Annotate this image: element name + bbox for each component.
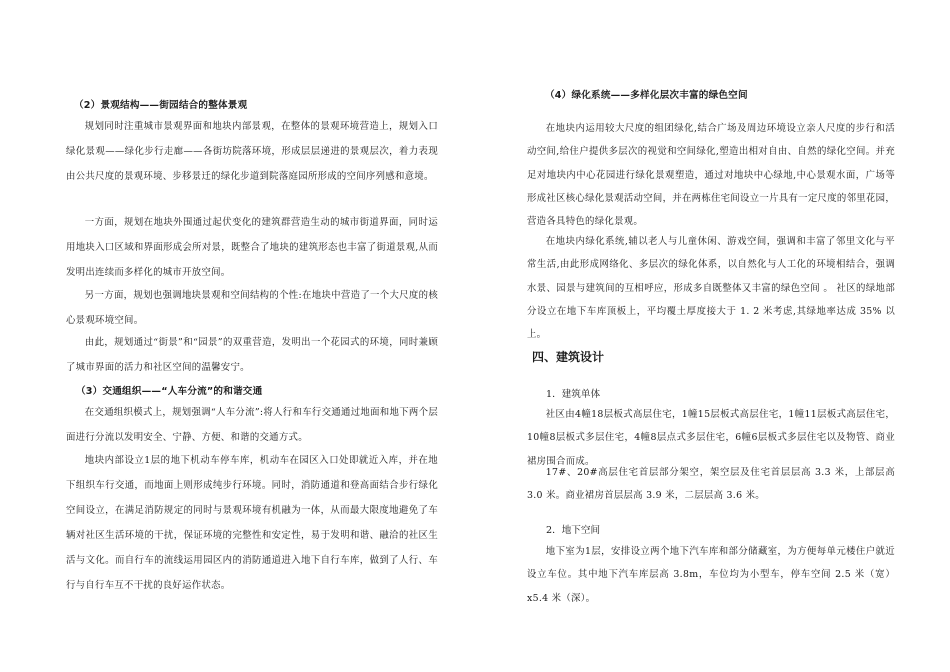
paragraph-landscape-4: 由此，规划通过“街景”和“园景”的双重营造，发明出一个花园式的环境，同时兼顾了城市界面的活力和社区空间的温馨安宁。 <box>66 337 438 373</box>
paragraph-greening-1: 在地块内运用较大尺度的组团绿化,结合广场及周边环境设立亲人尺度的步行和活动空间,给住户提供多层次的视觉和空间绿化,塑造出相对自由、自然的绿化空间。并充足对地块内中心花园进行绿化景观塑造，通过对地块中心绿地,中心景观水面，广场等形成社区核心绿化景观活动空间，并在两栋住宅间设立一片具有一定尺度的邻里花园，营造各具特色的绿化景观。 <box>527 123 895 228</box>
paragraph-greening-2: 在地块内绿化系统,辅以老人与儿童休闲、游戏空间，强调和丰富了邻里文化与平常生活,由此形成网络化、多层次的绿化体系，以自然化与人工化的环境相结合，强调水景、园景与建筑间的互相呼应，形成多自既整体又丰富的绿色空间 。 社区的绿地部分设立在地下车库顶板上，平均覆土厚度接大于 1. 2 米考虑,其绿地率达成 35% 以上。 <box>527 236 895 341</box>
section-heading-landscape-structure: （2）景观结构——街园结合的整体景观 <box>74 100 248 111</box>
paragraph-landscape-1: 规划同时注重城市景观界面和地块内部景观，在整体的景观环境营造上，规划入口绿化景观——绿化步行走廊——各街坊院落环境，形成层层递进的景观层次，着力表现由公共尺度的景观环境、步移景迁的绿化步道到院落庭园所形成的空间序列感和意境。 <box>66 121 438 182</box>
paragraph-traffic-1: 在交通组织模式上，规划强调“人车分流”:将人行和车行交通通过地面和地下两个层面进行分流以发明安全、宁静、方便、和谐的交通方式。 <box>66 407 438 443</box>
left-column <box>66 0 486 672</box>
subsection-heading-buildings: 1．建筑单体 <box>546 389 601 400</box>
subsection-heading-underground: 2．地下空间 <box>546 525 601 536</box>
section-heading-greening: （4）绿化系统——多样化层次丰富的绿色空间 <box>545 90 748 101</box>
paragraph-buildings-2: 17#、20#高层住宅首层部分架空，架空层及住宅首层层高 3.3 米，上部层高 3.0 米。商业裙房首层层高 3.9 米，二层层高 3.6 米。 <box>527 467 895 502</box>
paragraph-underground-1: 地下室为1层，安排设立两个地下汽车库和部分储藏室，为方便每单元楼住户就近设立车位。其中地下汽车库层高 3.8m，车位均为小型车，停车空间 2.5 米（宽）x5.4 米（深）。 <box>527 546 895 604</box>
paragraph-landscape-2: 一方面，规划在地块外围通过起伏变化的建筑群营造生动的城市街道界面，同时运用地块入口区域和界面形成会所对景，既整合了地块的建筑形态也丰富了街道景观,从而发明出连续而多样化的城市开放空间。 <box>66 217 438 278</box>
paragraph-landscape-3: 另一方面，规划也强调地块景观和空间结构的个性:在地块中营造了一个大尺度的核心景观环境空间。 <box>66 290 438 326</box>
paragraph-buildings-1: 社区由4幢18层板式高层住宅，1幢15层板式高层住宅，1幢11层板式高层住宅，10幢8层板式多层住宅，4幢8层点式多层住宅，6幢6层板式多层住宅以及物管、商业裙房围合而成。 <box>527 409 895 467</box>
paragraph-traffic-2: 地块内部设立1层的地下机动车停车库，机动车在园区入口处即就近入库，并在地下组织车行交通，而地面上则形成纯步行环境。同时，消防通道和登高面结合步行绿化空间设立，在满足消防规定的同时与景观环境有机融为一体，从而最大限度地避免了车辆对社区生活环境的干扰，保证环境的完整性和安定性，易于发明和谐、融洽的社区生活与文化。而自行车的流线运用园区内的消防通道进入地下自行车库，做到了人行、车行与自行车互不干扰的良好运作状态。 <box>66 455 438 591</box>
chapter-heading-architecture: 四、建筑设计 <box>532 350 605 364</box>
section-heading-traffic: （3）交通组织——“人车分流”的和谐交通 <box>76 386 263 397</box>
right-column <box>527 0 897 672</box>
